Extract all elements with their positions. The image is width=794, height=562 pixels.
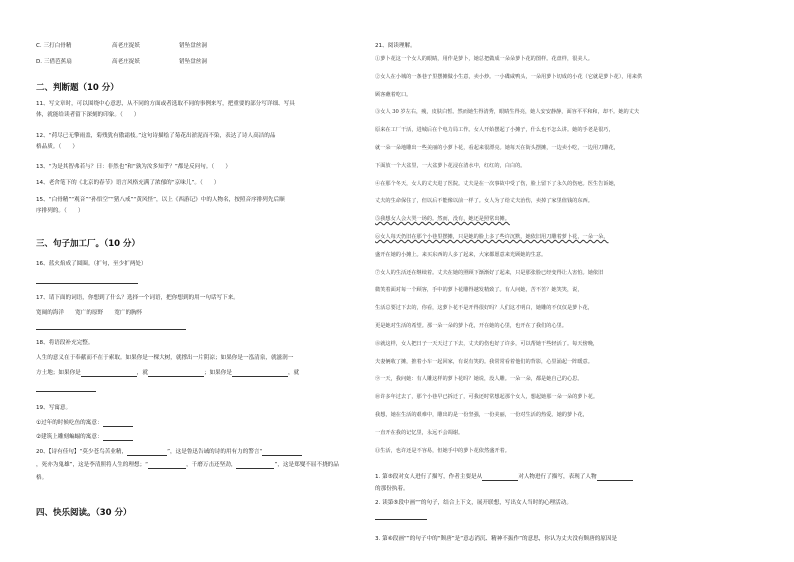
blank[interactable] <box>482 474 518 481</box>
question-1-cont: 的那份执着。 <box>375 486 409 492</box>
passage-line: ⑨一天，我问她：有人雕这样的萝卜花吗？她说，没人雕。一朵一朵，都是她自己的心思。 <box>375 376 583 383</box>
question-18-line1: 人生的意义在于奉献而不在于索取。如果你是一棵大树，就撑出一片阴凉；如果你是一泓清泉，就滋润一 <box>36 355 294 361</box>
question-21: 21、阅读理解。 <box>375 43 416 49</box>
answer-line-18[interactable] <box>36 391 96 392</box>
question-20-line2: ，死亦为鬼雄”，这是李清照将人生的理想；“ ，千磨万击还坚劲， ”，这是郑燮不屈不挠的品 <box>36 462 339 468</box>
blank[interactable] <box>597 474 633 481</box>
passage-line: 盛开在她的小摊上。来买东西的人多了起来，大家都愿意来光顾她的生意。 <box>375 251 547 258</box>
judge-line: 格品质。（ ） <box>36 144 78 150</box>
blank[interactable] <box>148 462 186 469</box>
sentence-section-title: 三、句子加工厂。（10 分） <box>36 239 141 249</box>
passage-line: 一直开在我的记忆里，永远不会凋谢。 <box>375 429 464 436</box>
question-18-line2: 方土地；如果你是 ，就 ；如果你是 ，就 <box>36 370 300 376</box>
judge-line: 11、写文章时，可以围绕中心意思，从不同的方面或者选取不同的事例来写，把重要的部分写详细、写具 <box>36 101 295 107</box>
question-16: 16、蓝火焰成了圆圈。（扩句，至少扩两处） <box>36 261 147 267</box>
passage-line: 我想，她在生活的艰难中，雕出的是一份坚强，一份美丽，一份对生活的热爱。她的萝卜花， <box>375 412 588 418</box>
blank[interactable] <box>103 420 133 427</box>
passage-line: 夫妻俩收了摊，推着小车一起回家，有说有笑的。我常常看着他们的背影，心里涌起一阵暖意。 <box>375 358 593 365</box>
option-c: C. 三打白骨精 高老庄捉妖 错坠盘丝洞 <box>36 43 207 49</box>
passage-line: ⑪生活，也许还是不容易，但她手中的萝卜花依然盛开着。 <box>375 447 510 454</box>
question-3: 3. 第⑥段画“”的句子中的“颓唐”是“意志消沉、精神不振作”的意思，你认为丈夫没有颓唐的原因是 <box>375 536 618 542</box>
answer-line-16[interactable] <box>36 283 138 284</box>
question-19-a: ①过年的时候吃鱼的寓意： <box>36 419 133 427</box>
option-d: D. 三借芭蕉扇 高老庄捉妖 错坠盘丝洞 <box>36 59 207 65</box>
passage-line: ⑩许多年过去了，那个小巷早已拆迁了，可我还时常想起那个女人，想起她那一朵一朵的萝卜花。 <box>375 394 599 401</box>
question-1: 1. 第⑤段对女人进行了描写，作者主要是从 对人物进行了描写，表现了人物 <box>375 473 633 481</box>
passage-line: ⑦女人的生活还在继续着。丈夫在她的照顾下渐渐好了起来，只是那张脸已经变得让人害怕。她依旧 <box>375 269 604 276</box>
blank[interactable] <box>262 449 302 456</box>
blank[interactable] <box>148 370 204 377</box>
passage-line: 丈夫的生命保住了，但以后不能像以前一样了。女人为了给丈夫治伤，卖掉了家里值钱的东西。 <box>375 198 593 205</box>
passage-line: ③女人 30 岁左右，瘦，皮肤白皙。然而她生得清秀，眼睛生得亮，她人安安静静，面容平平和和，却不。她的丈夫 <box>375 109 640 116</box>
judge-line: 序排列的。（ ） <box>36 208 84 214</box>
blank[interactable] <box>103 434 133 441</box>
judge-line: 14、老舍笔下的《北京的春节》语言风格充满了浓郁的“京味儿”。（ ） <box>36 180 220 186</box>
question-2: 2. 读第⑤段中画“”的句子，结合上下文，展开联想，写出女人当时的心理活动。 <box>375 500 572 506</box>
passage-line: ⑤我想女人会大哭一场的。然而，没有，她还是照常出摊。 <box>375 216 510 223</box>
question-19: 19、写寓意。 <box>36 405 72 411</box>
answer-line-17[interactable] <box>36 329 186 330</box>
passage-line: 下面放一个大盆里，一大盆萝卜花浸在清水中，红红的，白白的。 <box>375 162 526 169</box>
passage-line: ⑥女人每天仍旧在那个小巷里摆摊，只是她的脸上多了些许沉默，她依旧用刀雕着萝卜花，一朵一朵， <box>375 234 609 240</box>
answer-line-2[interactable] <box>375 519 427 520</box>
passage-line: 原来在工厂干活，进城后在个电力局工作。女人开始摆起了小摊子，什么也不怎么讲。她的手老是很巧， <box>375 127 614 134</box>
question-18: 18、将语段补充完整。 <box>36 340 94 346</box>
question-17-words: 宽阔的海洋 宽广的原野 宽广的胸怀 <box>36 310 143 316</box>
blank[interactable] <box>236 462 274 469</box>
passage-line: ④在那个冬天，女人的丈夫进了医院。丈夫是在一次事故中受了伤，脸上留下了永久的伤疤。医生告诉她， <box>375 180 619 187</box>
question-20-line1: 20、【诗有佳句】“莫少苍鸟苦业精， ”，这是鲁迅告诫的诗的用有力的警言“ <box>36 448 302 456</box>
judge-section-title: 二、判断题（10 分） <box>36 83 119 93</box>
reading-section-title: 四、快乐阅读。（30 分） <box>36 508 132 518</box>
question-17: 17、请下面的词语，你想到了什么？选择一个词语，把你想到的用一句话写下来。 <box>36 295 239 301</box>
passage-line: 就一朵一朵地雕出一些美丽的小萝卜花，看起来很漂亮。她每天在街头摆摊，一边卖小吃，一边用刀雕花， <box>375 145 619 151</box>
blank[interactable] <box>81 370 137 377</box>
judge-line: 12、“荷尽已无擎雨盖，菊残犹有傲霜枝。”这句诗描绘了菊花出淤泥而不染，表达了诗人高洁的品 <box>36 133 276 139</box>
passage-line: ①萝卜花这一个女人的眼睛，用作是萝卜，她总把做成一朵朵萝卜花的图样。花盘样，很美人。 <box>375 56 593 62</box>
passage-line: 微笑着面对每一个顾客，手中的萝卜花雕得越发精致了。有人问她，苦不苦？她笑笑，说， <box>375 287 583 294</box>
blank[interactable] <box>232 370 288 377</box>
question-20-line3: 格。 <box>36 475 48 481</box>
judge-line: 15、“白骨精”“观音”“孙悟空”“猪八戒”“黄风怪”，以上《西游记》中的人物名，按照音序排列先后顺 <box>36 197 285 203</box>
blank[interactable] <box>127 449 167 456</box>
passage-line: 生活总要过下去的，你看，这萝卜花不是开得很好吗？人们这才明白，她雕的不仅仅是萝卜花， <box>375 305 593 312</box>
passage-line: ⑧就这样，女人把日子一天天过了下去，丈夫的伤也好了许多，可以帮她干些轻活了。每天傍晚， <box>375 340 599 347</box>
judge-line: 体，就能给读者留下深刻的印象。（ ） <box>36 112 140 118</box>
question-19-b: ②建筑上雕刻蝙蝠的寓意： <box>36 433 133 441</box>
passage-line: 更是她对生活的希望。那一朵一朵的萝卜花，开在她的心里，也开在了我们的心里。 <box>375 323 567 329</box>
passage-line: 顾客蘸着吃口。 <box>375 91 412 98</box>
judge-line: 13、“为是其智弗若与？曰：非然也”和“孰为汝多知乎？”都是反问句。（ ） <box>36 164 231 170</box>
passage-line: ②女人在小城的一条巷子里摆摊做小生意，卖小炒。一小碟咸鸭头，一朵用萝卜切成的小花（它就是萝卜花），用来供 <box>375 73 643 80</box>
